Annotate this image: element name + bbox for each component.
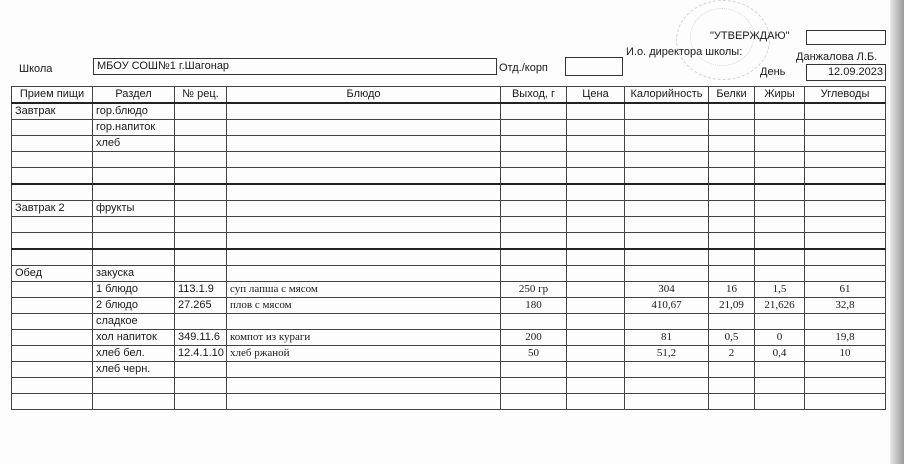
recipe-cell[interactable] [175, 120, 227, 136]
meal-cell[interactable] [12, 152, 93, 168]
gap-cell [625, 249, 709, 266]
meal-cell[interactable] [12, 394, 93, 410]
fat-cell[interactable] [755, 233, 805, 250]
recipe-cell[interactable] [175, 103, 227, 120]
school-name-field[interactable]: МБОУ СОШ№1 г.Шагонар [93, 58, 497, 75]
recipe-cell[interactable]: 12.4.1.10 [175, 346, 227, 362]
gap-cell [93, 249, 175, 266]
price-cell[interactable] [567, 217, 625, 233]
gap-cell [175, 184, 227, 201]
dish-cell[interactable] [227, 217, 501, 233]
table-row [12, 103, 886, 120]
price-cell[interactable] [567, 233, 625, 250]
fat-cell[interactable]: 1,5 [755, 282, 805, 298]
dish-cell[interactable] [227, 266, 501, 282]
price-cell[interactable] [567, 330, 625, 346]
calories-cell[interactable]: 81 [625, 330, 709, 346]
section-cell[interactable]: гор.блюдо [93, 103, 175, 120]
fat-cell[interactable] [755, 378, 805, 394]
protein-cell[interactable]: 0,5 [709, 330, 755, 346]
dish-cell[interactable] [227, 362, 501, 378]
director-name: Данжалова Л.Б. [796, 51, 878, 63]
meal-cell[interactable] [12, 233, 93, 250]
table-row [12, 394, 886, 410]
table-row [12, 217, 886, 233]
recipe-cell[interactable] [175, 201, 227, 217]
dish-cell[interactable] [227, 314, 501, 330]
dish-cell[interactable]: хлеб ржаной [227, 346, 501, 362]
fat-cell[interactable]: 0,4 [755, 346, 805, 362]
section-cell[interactable]: гор.напиток [93, 120, 175, 136]
approve-box [806, 30, 886, 45]
price-cell[interactable] [567, 266, 625, 282]
price-cell[interactable] [567, 103, 625, 120]
price-cell[interactable] [567, 282, 625, 298]
dish-cell[interactable] [227, 103, 501, 120]
yield-cell[interactable] [501, 217, 567, 233]
price-cell[interactable] [567, 346, 625, 362]
gap-cell [709, 184, 755, 201]
table-row [12, 362, 886, 378]
header-dish: Блюдо [227, 87, 501, 104]
recipe-cell[interactable]: 113.1.9 [175, 282, 227, 298]
gap-cell [755, 249, 805, 266]
protein-cell[interactable] [709, 378, 755, 394]
recipe-cell[interactable] [175, 266, 227, 282]
calories-cell[interactable] [625, 152, 709, 168]
meal-cell[interactable] [12, 217, 93, 233]
table-row [12, 378, 886, 394]
meal-cell[interactable]: Завтрак [12, 103, 93, 120]
yield-cell[interactable] [501, 314, 567, 330]
price-cell[interactable] [567, 168, 625, 185]
date-field[interactable]: 12.09.2023 [806, 64, 886, 81]
table-row [12, 282, 886, 298]
gap-cell [227, 249, 501, 266]
carbs-cell[interactable]: 32,8 [805, 298, 886, 314]
gap-cell [93, 184, 175, 201]
protein-cell[interactable] [709, 152, 755, 168]
yield-cell[interactable]: 250 гр [501, 282, 567, 298]
meal-cell[interactable] [12, 120, 93, 136]
section-cell[interactable]: 2 блюдо [93, 298, 175, 314]
carbs-cell[interactable] [805, 152, 886, 168]
yield-cell[interactable] [501, 233, 567, 250]
gap-cell [12, 184, 93, 201]
protein-cell[interactable] [709, 394, 755, 410]
protein-cell[interactable] [709, 136, 755, 152]
recipe-cell[interactable] [175, 314, 227, 330]
fat-cell[interactable] [755, 120, 805, 136]
yield-cell[interactable] [501, 136, 567, 152]
fat-cell[interactable] [755, 136, 805, 152]
price-cell[interactable] [567, 298, 625, 314]
director-label: И.о. директора школы: [626, 46, 743, 58]
section-cell[interactable]: сладкое [93, 314, 175, 330]
section-cell[interactable] [93, 152, 175, 168]
meal-cell[interactable] [12, 330, 93, 346]
table-row [12, 168, 886, 185]
price-cell[interactable] [567, 152, 625, 168]
gap-cell [175, 249, 227, 266]
recipe-cell[interactable] [175, 362, 227, 378]
meal-cell[interactable] [12, 282, 93, 298]
gap-cell [227, 184, 501, 201]
table-row [12, 152, 886, 168]
calories-cell[interactable] [625, 394, 709, 410]
table-row [12, 346, 886, 362]
price-cell[interactable] [567, 120, 625, 136]
meal-cell[interactable]: Завтрак 2 [12, 201, 93, 217]
yield-cell[interactable]: 200 [501, 330, 567, 346]
gap-cell [755, 184, 805, 201]
gap-cell [805, 184, 886, 201]
recipe-cell[interactable] [175, 217, 227, 233]
recipe-cell[interactable]: 27.265 [175, 298, 227, 314]
carbs-cell[interactable] [805, 266, 886, 282]
price-cell[interactable] [567, 362, 625, 378]
meal-cell[interactable] [12, 136, 93, 152]
protein-cell[interactable] [709, 217, 755, 233]
meal-cell[interactable] [12, 378, 93, 394]
dish-cell[interactable] [227, 152, 501, 168]
header-section: Раздел [93, 87, 175, 104]
carbs-cell[interactable] [805, 103, 886, 120]
fat-cell[interactable] [755, 152, 805, 168]
section-cell[interactable]: закуска [93, 266, 175, 282]
recipe-cell[interactable] [175, 233, 227, 250]
gap-cell [567, 249, 625, 266]
dish-cell[interactable] [227, 136, 501, 152]
protein-cell[interactable]: 2 [709, 346, 755, 362]
recipe-cell[interactable]: 349.11.6 [175, 330, 227, 346]
recipe-cell[interactable] [175, 168, 227, 185]
protein-cell[interactable] [709, 314, 755, 330]
carbs-cell[interactable]: 19,8 [805, 330, 886, 346]
carbs-cell[interactable] [805, 233, 886, 250]
dept-field[interactable] [565, 57, 623, 76]
recipe-cell[interactable] [175, 378, 227, 394]
fat-cell[interactable] [755, 314, 805, 330]
recipe-cell[interactable] [175, 136, 227, 152]
protein-cell[interactable] [709, 362, 755, 378]
fat-cell[interactable]: 21,626 [755, 298, 805, 314]
table-row [12, 314, 886, 330]
approve-label: "УТВЕРЖДАЮ" [710, 30, 790, 42]
calories-cell[interactable] [625, 233, 709, 250]
calories-cell[interactable] [625, 217, 709, 233]
day-label: День [760, 66, 786, 78]
table-row [12, 266, 886, 282]
calories-cell[interactable] [625, 362, 709, 378]
protein-cell[interactable] [709, 120, 755, 136]
table-row [12, 330, 886, 346]
dish-cell[interactable] [227, 168, 501, 185]
header-price: Цена [567, 87, 625, 104]
yield-cell[interactable] [501, 152, 567, 168]
carbs-cell[interactable]: 10 [805, 346, 886, 362]
protein-cell[interactable]: 16 [709, 282, 755, 298]
section-cell[interactable] [93, 217, 175, 233]
protein-cell[interactable] [709, 201, 755, 217]
header-meal: Прием пищи [12, 87, 93, 104]
carbs-cell[interactable] [805, 136, 886, 152]
meal-cell[interactable] [12, 168, 93, 185]
header-carbs: Углеводы [805, 87, 886, 104]
carbs-cell[interactable] [805, 362, 886, 378]
yield-cell[interactable]: 180 [501, 298, 567, 314]
carbs-cell[interactable] [805, 217, 886, 233]
recipe-cell[interactable] [175, 394, 227, 410]
calories-cell[interactable] [625, 136, 709, 152]
school-label: Школа [19, 63, 53, 75]
section-cell[interactable] [93, 233, 175, 250]
carbs-cell[interactable] [805, 201, 886, 217]
price-cell[interactable] [567, 201, 625, 217]
fat-cell[interactable] [755, 217, 805, 233]
yield-cell[interactable] [501, 201, 567, 217]
gap-cell [709, 249, 755, 266]
calories-cell[interactable] [625, 120, 709, 136]
recipe-cell[interactable] [175, 152, 227, 168]
header-fat: Жиры [755, 87, 805, 104]
section-cell[interactable]: 1 блюдо [93, 282, 175, 298]
section-cell[interactable]: хлеб черн. [93, 362, 175, 378]
meal-cell[interactable] [12, 346, 93, 362]
scan-edge-shadow [890, 0, 904, 464]
gap-cell [12, 249, 93, 266]
section-cell[interactable] [93, 168, 175, 185]
price-cell[interactable] [567, 394, 625, 410]
calories-cell[interactable] [625, 168, 709, 185]
section-cell[interactable]: хлеб [93, 136, 175, 152]
carbs-cell[interactable] [805, 120, 886, 136]
yield-cell[interactable] [501, 168, 567, 185]
protein-cell[interactable]: 21,09 [709, 298, 755, 314]
carbs-cell[interactable] [805, 378, 886, 394]
fat-cell[interactable] [755, 362, 805, 378]
dish-cell[interactable] [227, 201, 501, 217]
carbs-cell[interactable] [805, 168, 886, 185]
group-gap-row [12, 249, 886, 266]
gap-cell [501, 249, 567, 266]
calories-cell[interactable]: 410,67 [625, 298, 709, 314]
table-row [12, 120, 886, 136]
calories-cell[interactable] [625, 314, 709, 330]
yield-cell[interactable] [501, 103, 567, 120]
dish-cell[interactable] [227, 378, 501, 394]
header-yield: Выход, г [501, 87, 567, 104]
calories-cell[interactable]: 304 [625, 282, 709, 298]
table-row [12, 233, 886, 250]
section-cell[interactable]: хол напиток [93, 330, 175, 346]
dish-cell[interactable] [227, 233, 501, 250]
fat-cell[interactable] [755, 394, 805, 410]
price-cell[interactable] [567, 136, 625, 152]
carbs-cell[interactable] [805, 314, 886, 330]
yield-cell[interactable] [501, 120, 567, 136]
section-cell[interactable]: хлеб бел. [93, 346, 175, 362]
yield-cell[interactable] [501, 378, 567, 394]
calories-cell[interactable] [625, 266, 709, 282]
table-row [12, 201, 886, 217]
protein-cell[interactable] [709, 233, 755, 250]
dish-cell[interactable]: компот из кураги [227, 330, 501, 346]
dish-cell[interactable]: плов с мясом [227, 298, 501, 314]
section-cell[interactable]: фрукты [93, 201, 175, 217]
dish-cell[interactable]: суп лапша с мясом [227, 282, 501, 298]
meal-cell[interactable] [12, 298, 93, 314]
header-protein: Белки [709, 87, 755, 104]
yield-cell[interactable]: 50 [501, 346, 567, 362]
carbs-cell[interactable] [805, 394, 886, 410]
meal-cell[interactable] [12, 314, 93, 330]
meal-cell[interactable] [12, 362, 93, 378]
menu-table [11, 86, 886, 410]
protein-cell[interactable] [709, 168, 755, 185]
price-cell[interactable] [567, 378, 625, 394]
fat-cell[interactable] [755, 201, 805, 217]
fat-cell[interactable] [755, 168, 805, 185]
header-recipe: № рец. [175, 87, 227, 104]
calories-cell[interactable] [625, 103, 709, 120]
dish-cell[interactable] [227, 394, 501, 410]
price-cell[interactable] [567, 314, 625, 330]
fat-cell[interactable] [755, 266, 805, 282]
header-calories: Калорийность [625, 87, 709, 104]
dish-cell[interactable] [227, 120, 501, 136]
calories-cell[interactable]: 51,2 [625, 346, 709, 362]
calories-cell[interactable] [625, 201, 709, 217]
gap-cell [567, 184, 625, 201]
table-header-row [12, 87, 886, 104]
gap-cell [805, 249, 886, 266]
table-row [12, 298, 886, 314]
section-cell[interactable] [93, 394, 175, 410]
table-row [12, 136, 886, 152]
meal-cell[interactable]: Обед [12, 266, 93, 282]
gap-cell [625, 184, 709, 201]
section-cell[interactable] [93, 378, 175, 394]
group-gap-row [12, 184, 886, 201]
dept-label: Отд./корп [499, 62, 548, 74]
yield-cell[interactable] [501, 266, 567, 282]
yield-cell[interactable] [501, 362, 567, 378]
calories-cell[interactable] [625, 378, 709, 394]
yield-cell[interactable] [501, 394, 567, 410]
protein-cell[interactable] [709, 103, 755, 120]
fat-cell[interactable]: 0 [755, 330, 805, 346]
fat-cell[interactable] [755, 103, 805, 120]
carbs-cell[interactable]: 61 [805, 282, 886, 298]
gap-cell [501, 184, 567, 201]
protein-cell[interactable] [709, 266, 755, 282]
